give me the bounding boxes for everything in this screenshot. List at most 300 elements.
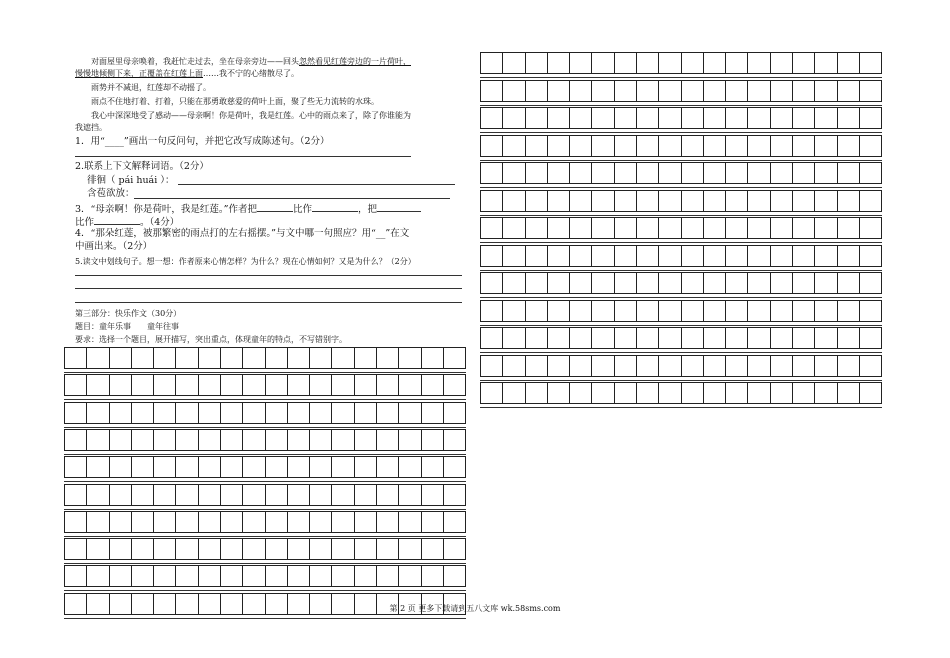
grid-cell[interactable] [87,348,109,368]
grid-cell[interactable] [310,485,332,505]
grid-cell[interactable] [65,457,87,477]
grid-cell[interactable] [548,218,570,238]
grid-cell[interactable] [332,512,354,532]
grid-cell[interactable] [726,108,748,128]
grid-cell[interactable] [526,108,548,128]
grid-cell[interactable] [748,273,770,293]
grid-cell[interactable] [815,218,837,238]
grid-cell[interactable] [860,383,881,403]
grid-cell[interactable] [154,485,176,505]
grid-cell[interactable] [815,81,837,101]
grid-cell[interactable] [221,512,243,532]
grid-row[interactable] [480,135,882,157]
grid-cell[interactable] [793,53,815,73]
grid-cell[interactable] [110,566,132,586]
grid-row[interactable] [64,484,466,506]
grid-cell[interactable] [243,375,265,395]
grid-cell[interactable] [748,383,770,403]
grid-cell[interactable] [87,539,109,559]
grid-cell[interactable] [481,81,503,101]
grid-row[interactable] [480,272,882,294]
grid-cell[interactable] [704,108,726,128]
grid-cell[interactable] [310,539,332,559]
grid-cell[interactable] [860,273,881,293]
grid-cell[interactable] [444,430,465,450]
grid-cell[interactable] [838,383,860,403]
grid-row[interactable] [64,429,466,451]
grid-cell[interactable] [332,539,354,559]
grid-cell[interactable] [682,136,704,156]
grid-cell[interactable] [682,273,704,293]
grid-cell[interactable] [570,328,592,348]
grid-row[interactable] [480,245,882,267]
grid-cell[interactable] [682,53,704,73]
grid-cell[interactable] [726,383,748,403]
grid-cell[interactable] [793,383,815,403]
grid-cell[interactable] [288,539,310,559]
grid-cell[interactable] [221,539,243,559]
grid-cell[interactable] [199,430,221,450]
grid-cell[interactable] [548,163,570,183]
grid-cell[interactable] [659,383,681,403]
grid-cell[interactable] [548,246,570,266]
grid-cell[interactable] [838,356,860,376]
grid-cell[interactable] [815,191,837,211]
grid-cell[interactable] [570,136,592,156]
grid-cell[interactable] [132,485,154,505]
grid-cell[interactable] [444,348,465,368]
grid-row[interactable] [64,511,466,533]
grid-cell[interactable] [815,301,837,321]
grid-cell[interactable] [65,375,87,395]
grid-cell[interactable] [615,246,637,266]
grid-cell[interactable] [481,273,503,293]
grid-cell[interactable] [704,383,726,403]
grid-cell[interactable] [288,566,310,586]
grid-cell[interactable] [503,301,525,321]
grid-cell[interactable] [377,566,399,586]
grid-cell[interactable] [793,328,815,348]
grid-cell[interactable] [793,81,815,101]
grid-cell[interactable] [399,375,421,395]
grid-cell[interactable] [748,246,770,266]
grid-cell[interactable] [526,191,548,211]
grid-cell[interactable] [288,375,310,395]
grid-cell[interactable] [570,383,592,403]
grid-cell[interactable] [176,348,198,368]
grid-cell[interactable] [87,566,109,586]
grid-cell[interactable] [288,348,310,368]
grid-cell[interactable] [87,485,109,505]
grid-row[interactable] [480,327,882,349]
grid-row[interactable] [480,217,882,239]
grid-cell[interactable] [615,383,637,403]
grid-cell[interactable] [87,512,109,532]
grid-cell[interactable] [266,512,288,532]
grid-cell[interactable] [481,191,503,211]
grid-cell[interactable] [176,566,198,586]
grid-cell[interactable] [548,191,570,211]
grid-cell[interactable] [444,457,465,477]
grid-cell[interactable] [838,301,860,321]
grid-cell[interactable] [682,163,704,183]
grid-cell[interactable] [771,108,793,128]
grid-cell[interactable] [422,403,444,423]
grid-cell[interactable] [682,191,704,211]
grid-cell[interactable] [637,328,659,348]
grid-cell[interactable] [481,383,503,403]
grid-row[interactable] [480,190,882,212]
grid-cell[interactable] [860,108,881,128]
grid-cell[interactable] [615,108,637,128]
grid-cell[interactable] [682,108,704,128]
grid-cell[interactable] [704,191,726,211]
answer-line[interactable] [178,184,455,185]
grid-cell[interactable] [199,485,221,505]
grid-row[interactable] [480,80,882,102]
grid-cell[interactable] [266,403,288,423]
grid-cell[interactable] [592,273,614,293]
grid-cell[interactable] [444,375,465,395]
grid-cell[interactable] [682,301,704,321]
grid-cell[interactable] [637,191,659,211]
grid-cell[interactable] [570,108,592,128]
grid-cell[interactable] [288,403,310,423]
grid-cell[interactable] [399,566,421,586]
grid-cell[interactable] [659,53,681,73]
grid-cell[interactable] [860,81,881,101]
grid-cell[interactable] [176,485,198,505]
grid-cell[interactable] [704,81,726,101]
grid-cell[interactable] [399,485,421,505]
grid-cell[interactable] [132,566,154,586]
grid-cell[interactable] [526,81,548,101]
grid-cell[interactable] [726,136,748,156]
grid-cell[interactable] [377,539,399,559]
grid-cell[interactable] [548,328,570,348]
grid-cell[interactable] [481,53,503,73]
grid-cell[interactable] [793,108,815,128]
grid-cell[interactable] [154,403,176,423]
grid-cell[interactable] [154,430,176,450]
grid-cell[interactable] [771,356,793,376]
grid-cell[interactable] [548,53,570,73]
grid-cell[interactable] [399,403,421,423]
grid-cell[interactable] [503,163,525,183]
grid-cell[interactable] [570,273,592,293]
grid-cell[interactable] [771,301,793,321]
grid-cell[interactable] [637,301,659,321]
grid-row[interactable] [480,107,882,129]
grid-cell[interactable] [615,53,637,73]
grid-cell[interactable] [748,218,770,238]
grid-cell[interactable] [221,485,243,505]
grid-cell[interactable] [615,301,637,321]
grid-cell[interactable] [526,53,548,73]
grid-cell[interactable] [726,273,748,293]
grid-cell[interactable] [399,539,421,559]
grid-cell[interactable] [748,328,770,348]
grid-cell[interactable] [355,512,377,532]
grid-cell[interactable] [682,81,704,101]
grid-cell[interactable] [87,375,109,395]
grid-cell[interactable] [815,108,837,128]
grid-cell[interactable] [748,191,770,211]
grid-cell[interactable] [110,457,132,477]
grid-cell[interactable] [526,328,548,348]
grid-cell[interactable] [592,136,614,156]
grid-cell[interactable] [704,136,726,156]
grid-cell[interactable] [637,163,659,183]
grid-cell[interactable] [288,457,310,477]
grid-cell[interactable] [481,246,503,266]
grid-cell[interactable] [481,163,503,183]
grid-cell[interactable] [704,301,726,321]
grid-cell[interactable] [199,566,221,586]
grid-cell[interactable] [310,348,332,368]
grid-cell[interactable] [637,273,659,293]
grid-cell[interactable] [771,328,793,348]
grid-cell[interactable] [355,430,377,450]
grid-cell[interactable] [110,485,132,505]
grid-cell[interactable] [570,356,592,376]
grid-cell[interactable] [332,457,354,477]
grid-cell[interactable] [503,218,525,238]
grid-cell[interactable] [637,108,659,128]
grid-cell[interactable] [221,566,243,586]
grid-cell[interactable] [132,457,154,477]
grid-cell[interactable] [748,108,770,128]
grid-cell[interactable] [771,246,793,266]
grid-cell[interactable] [860,246,881,266]
grid-cell[interactable] [399,512,421,532]
grid-cell[interactable] [310,430,332,450]
answer-line[interactable] [75,302,462,303]
grid-cell[interactable] [637,356,659,376]
grid-cell[interactable] [503,356,525,376]
grid-cell[interactable] [332,403,354,423]
grid-cell[interactable] [659,356,681,376]
grid-cell[interactable] [682,383,704,403]
grid-cell[interactable] [377,430,399,450]
grid-cell[interactable] [526,383,548,403]
grid-row[interactable] [64,374,466,396]
grid-cell[interactable] [682,246,704,266]
grid-cell[interactable] [793,356,815,376]
grid-cell[interactable] [243,457,265,477]
grid-cell[interactable] [221,375,243,395]
grid-cell[interactable] [815,246,837,266]
grid-cell[interactable] [176,375,198,395]
grid-cell[interactable] [637,218,659,238]
grid-cell[interactable] [377,457,399,477]
grid-cell[interactable] [422,512,444,532]
answer-line[interactable] [75,156,411,157]
grid-cell[interactable] [526,273,548,293]
grid-cell[interactable] [793,191,815,211]
grid-cell[interactable] [815,136,837,156]
grid-cell[interactable] [221,457,243,477]
grid-cell[interactable] [266,485,288,505]
fill-blank[interactable] [257,202,293,212]
grid-cell[interactable] [726,301,748,321]
grid-cell[interactable] [548,108,570,128]
grid-cell[interactable] [748,356,770,376]
grid-cell[interactable] [377,403,399,423]
grid-cell[interactable] [637,81,659,101]
grid-cell[interactable] [615,136,637,156]
grid-cell[interactable] [860,356,881,376]
grid-cell[interactable] [659,218,681,238]
grid-cell[interactable] [221,348,243,368]
grid-cell[interactable] [815,273,837,293]
grid-cell[interactable] [266,457,288,477]
grid-cell[interactable] [332,348,354,368]
grid-cell[interactable] [637,246,659,266]
grid-cell[interactable] [65,430,87,450]
grid-cell[interactable] [332,566,354,586]
grid-cell[interactable] [592,328,614,348]
grid-cell[interactable] [243,403,265,423]
grid-cell[interactable] [65,566,87,586]
grid-cell[interactable] [592,356,614,376]
grid-cell[interactable] [548,301,570,321]
grid-cell[interactable] [132,430,154,450]
grid-cell[interactable] [266,566,288,586]
grid-row[interactable] [480,382,882,404]
grid-cell[interactable] [399,457,421,477]
grid-cell[interactable] [503,136,525,156]
grid-cell[interactable] [526,246,548,266]
grid-cell[interactable] [399,430,421,450]
grid-cell[interactable] [659,246,681,266]
grid-cell[interactable] [726,191,748,211]
grid-cell[interactable] [154,539,176,559]
grid-cell[interactable] [704,53,726,73]
grid-cell[interactable] [838,191,860,211]
grid-cell[interactable] [748,301,770,321]
grid-cell[interactable] [793,136,815,156]
grid-cell[interactable] [659,301,681,321]
grid-cell[interactable] [526,163,548,183]
grid-cell[interactable] [570,191,592,211]
grid-cell[interactable] [132,539,154,559]
grid-cell[interactable] [332,430,354,450]
grid-cell[interactable] [199,403,221,423]
grid-cell[interactable] [422,539,444,559]
grid-cell[interactable] [199,457,221,477]
grid-cell[interactable] [659,136,681,156]
grid-cell[interactable] [288,485,310,505]
grid-cell[interactable] [838,81,860,101]
grid-cell[interactable] [110,348,132,368]
grid-cell[interactable] [615,163,637,183]
grid-cell[interactable] [592,53,614,73]
grid-cell[interactable] [793,273,815,293]
grid-cell[interactable] [288,430,310,450]
grid-cell[interactable] [838,273,860,293]
grid-cell[interactable] [793,301,815,321]
grid-cell[interactable] [682,218,704,238]
grid-cell[interactable] [132,348,154,368]
grid-cell[interactable] [377,512,399,532]
grid-cell[interactable] [815,328,837,348]
grid-cell[interactable] [771,81,793,101]
grid-cell[interactable] [503,108,525,128]
grid-cell[interactable] [243,430,265,450]
grid-cell[interactable] [548,383,570,403]
grid-cell[interactable] [570,81,592,101]
grid-cell[interactable] [288,512,310,532]
grid-cell[interactable] [65,539,87,559]
grid-cell[interactable] [355,375,377,395]
grid-cell[interactable] [243,512,265,532]
grid-cell[interactable] [526,218,548,238]
grid-cell[interactable] [176,512,198,532]
grid-cell[interactable] [726,81,748,101]
grid-cell[interactable] [444,539,465,559]
grid-cell[interactable] [355,457,377,477]
grid-cell[interactable] [726,246,748,266]
grid-cell[interactable] [355,403,377,423]
grid-cell[interactable] [659,81,681,101]
grid-cell[interactable] [503,383,525,403]
grid-cell[interactable] [332,485,354,505]
grid-cell[interactable] [377,485,399,505]
grid-cell[interactable] [592,81,614,101]
grid-cell[interactable] [548,273,570,293]
grid-cell[interactable] [110,430,132,450]
grid-cell[interactable] [748,53,770,73]
grid-cell[interactable] [793,218,815,238]
grid-row[interactable] [64,456,466,478]
grid-cell[interactable] [132,375,154,395]
grid-cell[interactable] [592,218,614,238]
grid-cell[interactable] [221,403,243,423]
grid-cell[interactable] [704,356,726,376]
grid-cell[interactable] [243,485,265,505]
grid-cell[interactable] [503,53,525,73]
grid-cell[interactable] [355,539,377,559]
grid-cell[interactable] [154,566,176,586]
grid-cell[interactable] [682,356,704,376]
grid-cell[interactable] [726,53,748,73]
grid-cell[interactable] [860,53,881,73]
grid-row[interactable] [64,402,466,424]
grid-cell[interactable] [176,403,198,423]
grid-cell[interactable] [154,375,176,395]
grid-cell[interactable] [355,348,377,368]
grid-cell[interactable] [771,53,793,73]
grid-cell[interactable] [615,218,637,238]
grid-cell[interactable] [199,539,221,559]
grid-cell[interactable] [526,356,548,376]
grid-cell[interactable] [87,430,109,450]
grid-cell[interactable] [860,191,881,211]
grid-cell[interactable] [771,191,793,211]
grid-cell[interactable] [726,218,748,238]
grid-cell[interactable] [399,348,421,368]
grid-cell[interactable] [65,485,87,505]
fill-blank[interactable] [312,202,358,212]
grid-cell[interactable] [860,301,881,321]
grid-row[interactable] [480,300,882,322]
grid-cell[interactable] [199,375,221,395]
grid-cell[interactable] [704,328,726,348]
grid-cell[interactable] [154,512,176,532]
grid-cell[interactable] [704,218,726,238]
grid-cell[interactable] [243,348,265,368]
